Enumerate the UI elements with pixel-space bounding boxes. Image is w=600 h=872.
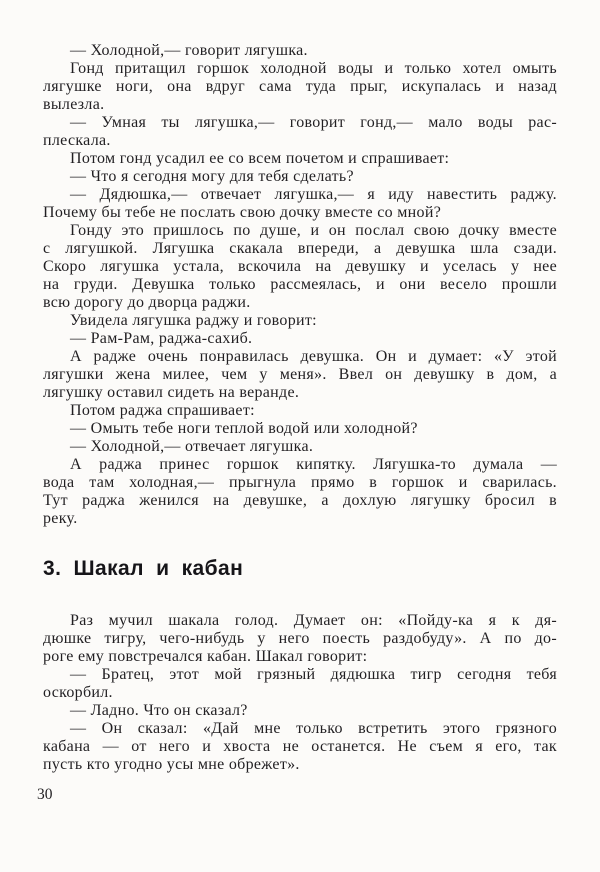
text-line: оскорбил.	[43, 684, 113, 701]
text-line: кабана — от него и хвоста не останется. Не съем я его, так	[43, 738, 557, 755]
text-line: Скоро лягушка устала, вскочила на девушку и уселась у нее	[43, 258, 557, 275]
text-line: вода там холодная,— прыгнула прямо в горшок и сварилась.	[43, 474, 557, 491]
text-line: лягушке ноги, она вдруг сама туда прыг, искупалась и назад	[43, 78, 557, 95]
text-line: пусть кто угодно усы мне обрежет».	[43, 756, 300, 773]
text-line: на груди. Девушка только рассмеялась, и они весело прошли	[43, 276, 557, 293]
text-line: — Холодной,— отвечает лягушка.	[70, 438, 314, 455]
text-line: с лягушкой. Лягушка скакала впереди, а девушка шла сзади.	[43, 240, 557, 257]
text-line: Гонд притащил горшок холодной воды и только хотел омыть	[70, 60, 557, 77]
text-line: Увидела лягушка раджу и говорит:	[70, 312, 317, 329]
text-line: лягушку оставил сидеть на веранде.	[43, 384, 300, 401]
text-line: — Холодной,— говорит лягушка.	[70, 42, 308, 59]
text-line: вылезла.	[43, 96, 105, 113]
story-text-block-jackal-tale	[43, 612, 557, 774]
text-line: роге ему повстречался кабан. Шакал говорит:	[43, 648, 368, 665]
text-line: плескала.	[43, 132, 111, 149]
text-line: Потом раджа спрашивает:	[70, 402, 255, 419]
text-line: — Рам-Рам, раджа-сахиб.	[70, 330, 253, 347]
text-line: — Братец, этот мой грязный дядюшка тигр сегодня тебя	[70, 666, 557, 683]
text-line: всю дорогу до дворца раджи.	[43, 294, 251, 311]
text-line: — Ладно. Что он сказал?	[70, 702, 248, 719]
text-line: — Дядюшка,— отвечает лягушка,— я иду навестить раджу.	[70, 186, 557, 203]
text-line: — Он сказал: «Дай мне только встретить этого грязного	[70, 720, 557, 737]
text-line: — Что я сегодня могу для тебя сделать?	[70, 168, 354, 185]
text-line: дюшке тигру, чего-нибудь у него поесть раздобуду». А по до-	[43, 630, 557, 647]
section-heading: 3. Шакал и кабан	[43, 557, 244, 580]
text-line: Тут раджа женился на девушке, а дохлую лягушку бросил в	[43, 492, 557, 509]
text-line: реку.	[43, 510, 78, 527]
text-line: Потом гонд усадил ее со всем почетом и спрашивает:	[70, 150, 450, 167]
story-text-block-frog-tale	[43, 42, 557, 528]
text-line: Гонду это пришлось по душе, и он послал свою дочку вместе	[70, 222, 557, 239]
text-line: А раджа принес горшок кипятку. Лягушка-то думала —	[70, 456, 557, 473]
text-line: А радже очень понравилась девушка. Он и думает: «У этой	[70, 348, 557, 365]
text-line: Почему бы тебе не послать свою дочку вместе со мной?	[43, 204, 442, 221]
text-line: — Омыть тебе ноги теплой водой или холодной?	[70, 420, 418, 437]
page-number: 30	[37, 786, 53, 803]
text-line: — Умная ты лягушка,— говорит гонд,— мало воды рас-	[70, 114, 557, 131]
text-line: Раз мучил шакала голод. Думает он: «Пойду-ка я к дя-	[70, 612, 557, 629]
text-line: лягушки жена милее, чем у меня». Ввел он девушку в дом, а	[43, 366, 557, 383]
